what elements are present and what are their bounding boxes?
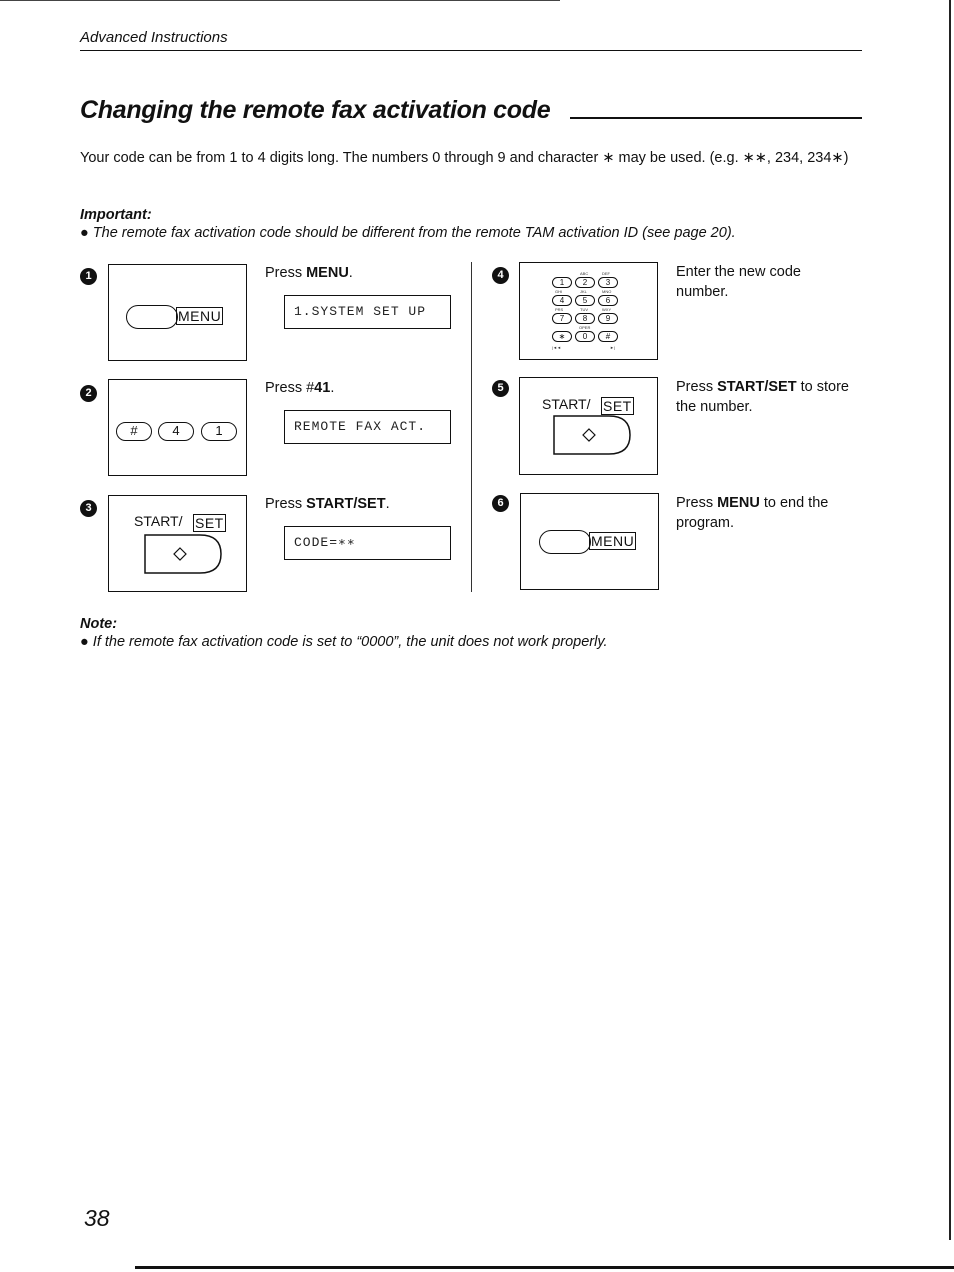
set-label: SET (603, 398, 632, 414)
start-label: START/ (542, 396, 591, 412)
menu-key-label: MENU (591, 533, 635, 549)
start-label: START/ (134, 513, 183, 529)
note-label: Note: (80, 616, 118, 632)
page-title: Changing the remote fax activation code (80, 96, 551, 124)
header-rule (80, 50, 862, 51)
important-label: Important: (80, 207, 152, 223)
one-key[interactable]: 1 (201, 422, 237, 441)
step-number-3: 3 (80, 500, 97, 517)
step-2-display: REMOTE FAX ACT. (284, 410, 451, 444)
start-set-button[interactable] (144, 534, 222, 574)
dial-keypad (550, 269, 630, 355)
step-3-display: CODE=∗∗ (284, 526, 451, 560)
keypad-key-hash[interactable]: # (598, 331, 618, 342)
start-set-button[interactable] (553, 415, 631, 455)
keypad-key-0[interactable]: 0 (575, 331, 595, 342)
section-header: Advanced Instructions (80, 29, 228, 46)
keypad-letters-prs: PRS (555, 307, 564, 312)
menu-key[interactable] (126, 305, 178, 329)
keypad-letters-ghi: GHI (555, 289, 563, 294)
step-6-illustration (520, 493, 659, 590)
keypad-skip-mark: ►| (610, 345, 615, 350)
menu-key[interactable] (539, 530, 591, 554)
keypad-letters-mno: MNO (602, 289, 612, 294)
step-2-instruction: Press #41. (265, 380, 335, 396)
keypad-rewind-mark: |◄◄ (552, 345, 561, 350)
step-3-illustration (108, 495, 247, 592)
keypad-letters-def: DEF (602, 271, 610, 276)
four-key[interactable]: 4 (158, 422, 194, 441)
keypad-key-3[interactable]: 3 (598, 277, 618, 288)
keypad-letters-tuv: TUV (580, 307, 588, 312)
hash-key[interactable]: # (116, 422, 152, 441)
keypad-key-1[interactable]: 1 (552, 277, 572, 288)
intro-paragraph: Your code can be from 1 to 4 digits long. The numbers 0 through 9 and character ∗ may be used. (e.g. ∗∗, 234, 234∗) (80, 150, 849, 166)
keypad-letters-jkl: JKL (580, 289, 587, 294)
keypad-letters-oper: OPER (579, 325, 591, 330)
keypad-key-6[interactable]: 6 (598, 295, 618, 306)
step-2-illustration (108, 379, 247, 476)
step-1-display: 1.SYSTEM SET UP (284, 295, 451, 329)
keypad-key-2[interactable]: 2 (575, 277, 595, 288)
page-number: 38 (84, 1205, 110, 1231)
keypad-letters-wxy: WXY (602, 307, 612, 312)
step-number-4: 4 (492, 267, 509, 284)
step-5-illustration (519, 377, 658, 475)
title-rule (570, 117, 862, 119)
keypad-key-5[interactable]: 5 (575, 295, 595, 306)
step-1-instruction: Press MENU. (265, 265, 353, 281)
page-right-border (949, 0, 951, 1240)
page-bottom-border (135, 1266, 954, 1269)
column-divider (471, 262, 472, 592)
menu-key-label: MENU (178, 308, 222, 324)
keypad-key-4[interactable]: 4 (552, 295, 572, 306)
step-5-instruction: Press START/SET to store the number. (676, 379, 849, 415)
page-top-border (0, 0, 560, 1)
set-label: SET (195, 515, 224, 531)
step-number-6: 6 (492, 495, 509, 512)
step-3-instruction: Press START/SET. (265, 496, 390, 512)
important-text: ● The remote fax activation code should be different from the remote TAM activation ID (see page 20). (80, 225, 736, 241)
step-number-1: 1 (80, 268, 97, 285)
step-6-instruction: Press MENU to end the program. (676, 495, 829, 531)
step-1-illustration (108, 264, 247, 361)
step-4-instruction: Enter the new code number. (676, 264, 801, 300)
keypad-letters-abc: ABC (580, 271, 589, 276)
note-text: ● If the remote fax activation code is set to “0000”, the unit does not work properly. (80, 634, 608, 650)
step-4-illustration (519, 262, 658, 360)
keypad-key-9[interactable]: 9 (598, 313, 618, 324)
keypad-key-star[interactable]: ∗ (552, 331, 572, 342)
step-number-5: 5 (492, 380, 509, 397)
keypad-key-8[interactable]: 8 (575, 313, 595, 324)
step-number-2: 2 (80, 385, 97, 402)
keypad-key-7[interactable]: 7 (552, 313, 572, 324)
